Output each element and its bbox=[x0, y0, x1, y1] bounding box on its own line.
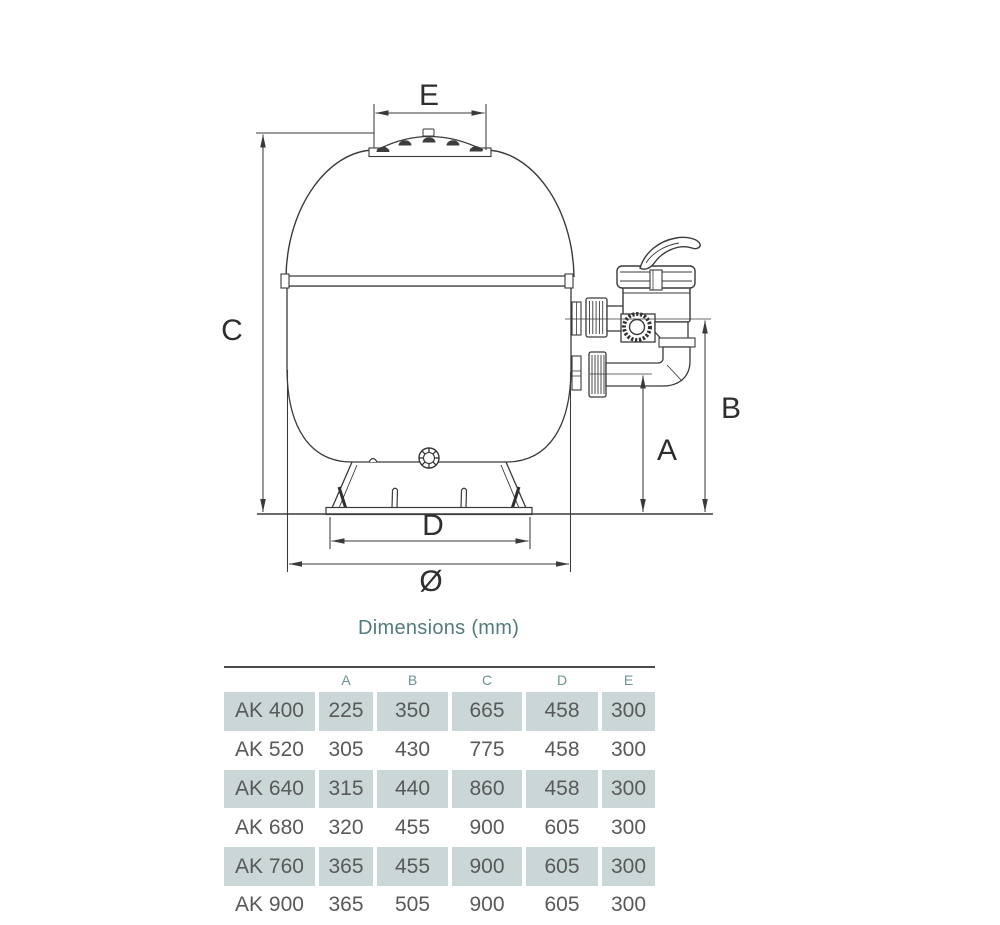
dim-label-a: A bbox=[656, 434, 678, 467]
tank-dome bbox=[286, 150, 574, 277]
multiport-valve bbox=[572, 237, 700, 397]
value-cell-b: 440 bbox=[377, 770, 448, 809]
base-slots bbox=[392, 488, 467, 508]
value-cell-b: 350 bbox=[377, 692, 448, 731]
dim-label-e: E bbox=[418, 79, 440, 112]
value-cell-e: 300 bbox=[602, 770, 655, 809]
value-cell-c: 665 bbox=[452, 692, 522, 731]
clamp-band bbox=[285, 276, 567, 286]
model-cell: AK 680 bbox=[235, 815, 304, 839]
column-header-a: A bbox=[341, 672, 351, 688]
model-cell: AK 900 bbox=[235, 893, 304, 917]
value-cell-d: 458 bbox=[526, 692, 598, 731]
model-cell: AK 760 bbox=[224, 847, 315, 886]
model-cell: AK 520 bbox=[235, 738, 304, 762]
value-cell-b: 505 bbox=[394, 893, 431, 917]
value-cell-e: 300 bbox=[610, 738, 647, 762]
valve-handle bbox=[640, 237, 700, 269]
value-cell-e: 300 bbox=[602, 847, 655, 886]
value-cell-c: 900 bbox=[469, 815, 505, 839]
value-cell-a: 225 bbox=[319, 692, 373, 731]
value-cell-e: 300 bbox=[602, 692, 655, 731]
lid-cap bbox=[423, 129, 434, 136]
column-header-d: D bbox=[556, 672, 568, 688]
valve-port bbox=[630, 320, 645, 335]
value-cell-d: 605 bbox=[544, 893, 580, 917]
base-stand bbox=[326, 462, 532, 515]
dims-table-body bbox=[224, 692, 655, 925]
section-title: Dimensions (mm) bbox=[358, 617, 520, 639]
model-cell: AK 400 bbox=[224, 692, 315, 731]
value-cell-e: 300 bbox=[610, 815, 647, 839]
model-cell: AK 640 bbox=[224, 770, 315, 809]
dim-label-diameter: Ø bbox=[419, 565, 443, 598]
dim-label-d: D bbox=[422, 509, 444, 542]
tank-lower-shell bbox=[287, 286, 571, 462]
lid-clamp-screw bbox=[650, 270, 662, 290]
value-cell-c: 860 bbox=[452, 770, 522, 809]
clamp-band-cap-right bbox=[565, 274, 573, 288]
value-cell-a: 365 bbox=[319, 847, 373, 886]
dims-table-head bbox=[224, 666, 655, 692]
dim-label-c: C bbox=[221, 314, 243, 347]
elbow-collar bbox=[659, 338, 695, 347]
dimensions-table bbox=[224, 666, 655, 925]
value-cell-d: 605 bbox=[544, 815, 580, 839]
value-cell-b: 430 bbox=[394, 738, 431, 762]
tank-lid bbox=[369, 129, 491, 157]
return-elbow bbox=[606, 347, 690, 386]
column-header-e: E bbox=[623, 672, 634, 688]
value-cell-a: 315 bbox=[319, 770, 373, 809]
column-header-b: B bbox=[407, 672, 418, 688]
value-cell-c: 900 bbox=[469, 893, 505, 917]
value-cell-d: 458 bbox=[526, 770, 598, 809]
corner-cell bbox=[224, 668, 315, 692]
clamp-band-cap-left bbox=[281, 274, 289, 288]
value-cell-c: 900 bbox=[452, 847, 522, 886]
dim-label-b: B bbox=[720, 392, 742, 425]
value-cell-c: 775 bbox=[469, 738, 505, 762]
value-cell-a: 305 bbox=[328, 738, 364, 762]
value-cell-a: 365 bbox=[328, 893, 364, 917]
value-cell-e: 300 bbox=[610, 893, 647, 917]
drain-plug bbox=[419, 448, 439, 468]
value-cell-d: 605 bbox=[526, 847, 598, 886]
value-cell-b: 455 bbox=[394, 815, 431, 839]
value-cell-a: 320 bbox=[328, 815, 364, 839]
lower-union bbox=[572, 352, 606, 397]
column-header-c: C bbox=[481, 672, 493, 688]
upper-union bbox=[572, 298, 624, 337]
value-cell-b: 455 bbox=[377, 847, 448, 886]
value-cell-d: 458 bbox=[544, 738, 580, 762]
tank-body bbox=[281, 150, 574, 462]
